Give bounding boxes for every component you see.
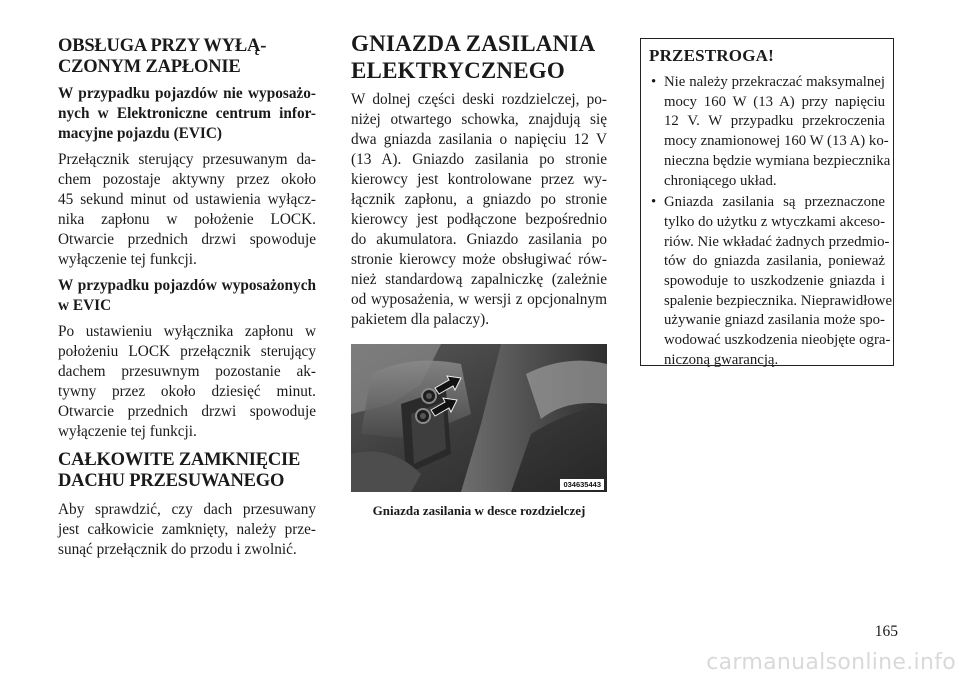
dashboard-illustration	[351, 344, 607, 492]
photo-code-label: 034635443	[560, 479, 604, 490]
subheading-no-evic: W przypadku pojazdów nie wyposażo- nych w Elektroniczne centrum infor- macyjne pojazdu (EVIC)	[58, 85, 316, 142]
paragraph-with-evic: Po ustawieniu wyłącznika zapłonu w położeniu LOCK przełącznik sterujący dachem przesuwnym pozostanie ak- tywny przez około dziesięć minut. Otwarcie przednich drzwi spowoduje wyłączenie tej funkcji.	[58, 323, 316, 440]
bullet-icon: •	[651, 74, 657, 90]
subheading-with-evic: W przypadku pojazdów wyposażonych w EVIC	[58, 277, 316, 314]
watermark: carmanualsonline.info	[706, 650, 956, 675]
paragraph-no-evic: Przełącznik sterujący przesuwanym da- chem pozostaje aktywny przez około 45 sekund minut od ustawienia wyłącz- nika zapłonu w położenie LOCK. Otwarcie przednich drzwi spowoduje wyłączenie tej funkcji.	[58, 151, 316, 268]
bullet-icon: •	[651, 194, 657, 211]
middle-column	[351, 30, 607, 519]
warning-item: • Nie należy przekraczać maksymalnej mocy 160 W (13 A) przy napięciu 12 V. W przypadku przekroczenia mocy znamionowej 160 W (13 A) ko- nieczna będzie wymiana bezpiecznika chroniącego układ.	[651, 74, 891, 189]
warning-list	[651, 73, 893, 373]
paragraph-sunroof-close: Aby sprawdzić, czy dach przesuwany jest całkowicie zamknięty, należy prze- sunąć przełącznik do przodu i zwolnić.	[58, 501, 316, 558]
section-heading-power-outlets: GNIAZDA ZASILANIA ELEKTRYCZNEGO	[351, 31, 596, 83]
section-heading-sunroof-close: CAŁKOWITE ZAMKNIĘCIE DACHU PRZESUWANEGO	[58, 450, 301, 491]
photo-caption: Gniazda zasilania w desce rozdzielczej	[372, 503, 586, 518]
left-column	[58, 30, 316, 566]
warning-item: • Gniazda zasilania są przeznaczone tylko do użytku z wtyczkami akceso- riów. Nie wkładać żadnych przedmio- tów do gniazda zasilania, ponieważ spowoduje to uszkodzenie gniazda i spalenie bezpiecznika. Nieprawidłowe używanie gniazd zasilania może spo- wodować uszkodzenia nieobjęte ogra- niczoną gwarancją.	[651, 194, 893, 368]
paragraph-power-outlets: W dolnej części deski rozdzielczej, po- niżej otwartego schowka, znajdują się dwa gniazda zasilania o napięciu 12 V (13 A). Gniazdo zasilania po stronie kierowcy jest kontrolowane przez wy- łącznik zapłonu, a gniazdo po stronie kierowcy jest podłączone bezpośrednio do akumulatora. Gniazdo zasilania po stronie kierowcy może obsługiwać rów- nież standardową zapalniczkę (zależnie od wyposażenia, w wersji z opcjonalnym pakietem dla palaczy).	[351, 91, 607, 328]
warning-box	[640, 38, 894, 366]
warning-title: PRZESTROGA!	[649, 46, 774, 65]
section-heading-ignition-off: OBSŁUGA PRZY WYŁĄ- CZONYM ZAPŁONIE	[58, 36, 267, 77]
power-outlets-photo	[351, 344, 607, 492]
page-number: 165	[874, 623, 898, 640]
